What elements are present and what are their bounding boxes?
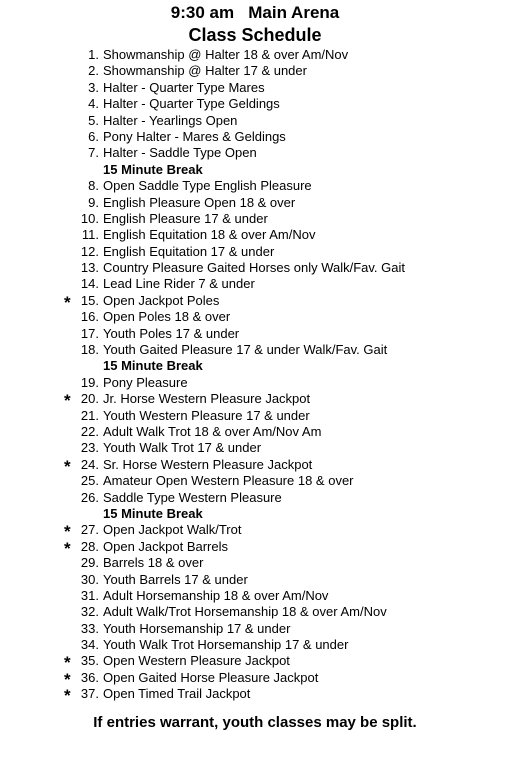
class-title: Open Timed Trail Jackpot (103, 686, 251, 702)
class-schedule-list (0, 47, 510, 706)
class-number: 30. (80, 571, 99, 587)
class-title: Open Gaited Horse Pleasure Jackpot (103, 669, 319, 685)
class-row (0, 342, 510, 358)
class-title: Youth Poles 17 & under (103, 325, 240, 341)
class-title: Open Jackpot Walk/Trot (103, 522, 242, 538)
class-row (0, 522, 510, 542)
class-number: 3. (88, 79, 99, 95)
class-number: 19. (80, 374, 99, 390)
break-row (0, 506, 510, 522)
class-number: 14. (80, 276, 99, 292)
class-row (0, 63, 510, 79)
class-title: English Pleasure 17 & under (103, 210, 268, 226)
time-venue-heading: 9:30 am Main Arena (170, 3, 340, 22)
jackpot-star-icon: * (64, 522, 71, 542)
class-row (0, 490, 510, 506)
class-row (0, 195, 510, 211)
class-title: Open Poles 18 & over (103, 309, 231, 325)
class-title: Open Jackpot Barrels (103, 538, 229, 554)
class-row (0, 408, 510, 424)
class-number: 9. (88, 194, 99, 210)
class-number: 7. (88, 145, 99, 161)
jackpot-star-icon: * (64, 292, 71, 312)
class-title: Youth Horsemanship 17 & under (103, 620, 291, 636)
class-row (0, 326, 510, 342)
class-title: Adult Walk/Trot Horsemanship 18 & over Am/Nov (103, 604, 387, 620)
jackpot-star-icon: * (64, 669, 71, 689)
class-number: 33. (80, 620, 99, 636)
class-number: 31. (80, 587, 99, 603)
class-title: Pony Halter - Mares & Geldings (103, 128, 286, 144)
class-row (0, 178, 510, 194)
class-number: 17. (80, 325, 99, 341)
class-number: 11. (81, 227, 99, 243)
class-number: 27. (80, 522, 99, 538)
break-label: 15 Minute Break (103, 161, 203, 177)
class-row (0, 604, 510, 620)
class-number: 5. (88, 112, 99, 128)
class-row (0, 375, 510, 391)
class-title: Adult Walk Trot 18 & over Am/Nov Am (103, 423, 322, 439)
class-row (0, 637, 510, 653)
class-row (0, 440, 510, 456)
class-title: Halter - Yearlings Open (103, 112, 238, 128)
class-row (0, 211, 510, 227)
class-title: Saddle Type Western Pleasure (103, 489, 282, 505)
class-title: Halter - Quarter Type Geldings (103, 96, 280, 112)
class-title: Showmanship @ Halter 17 & under (103, 63, 307, 79)
class-number: 35. (80, 653, 99, 669)
class-row (0, 260, 510, 276)
class-row (0, 473, 510, 489)
class-title: Amateur Open Western Pleasure 18 & over (103, 473, 354, 489)
class-number: 34. (80, 637, 99, 653)
class-number: 12. (80, 243, 99, 259)
class-title: Open Saddle Type English Pleasure (103, 178, 312, 194)
break-row (0, 162, 510, 178)
class-number: 4. (88, 96, 99, 112)
class-row (0, 80, 510, 96)
class-title: Open Western Pleasure Jackpot (103, 653, 290, 669)
jackpot-star-icon: * (64, 653, 71, 673)
class-number: 29. (80, 555, 99, 571)
break-label: 15 Minute Break (103, 358, 203, 374)
class-title: Pony Pleasure (103, 374, 188, 390)
class-row (0, 572, 510, 588)
class-title: Youth Walk Trot Horsemanship 17 & under (103, 637, 349, 653)
class-row (0, 424, 510, 440)
class-row (0, 292, 510, 312)
class-number: 26. (80, 489, 99, 505)
class-row (0, 653, 510, 673)
jackpot-star-icon: * (64, 538, 71, 558)
class-row (0, 686, 510, 706)
class-row (0, 113, 510, 129)
class-number: 28. (80, 538, 99, 554)
class-title: Youth Barrels 17 & under (103, 571, 248, 587)
class-title: Adult Horsemanship 18 & over Am/Nov (103, 587, 329, 603)
class-title: Sr. Horse Western Pleasure Jackpot (103, 456, 313, 472)
class-title: English Equitation 17 & under (103, 243, 275, 259)
class-title: English Equitation 18 & over Am/Nov (103, 227, 316, 243)
class-number: 8. (88, 178, 99, 194)
class-title: English Pleasure Open 18 & over (103, 194, 296, 210)
class-row (0, 391, 510, 411)
class-number: 32. (80, 604, 99, 620)
class-title: Open Jackpot Poles (103, 292, 220, 308)
footer-note: If entries warrant, youth classes may be split. (93, 714, 417, 731)
class-number: 16. (80, 309, 99, 325)
schedule-title: Class Schedule (188, 25, 322, 45)
class-number: 24. (80, 456, 99, 472)
class-title: Youth Gaited Pleasure 17 & under Walk/Fav. Gait (103, 342, 388, 358)
class-number: 20. (80, 391, 99, 407)
class-number: 25. (80, 473, 99, 489)
class-row (0, 309, 510, 325)
class-row (0, 227, 510, 243)
class-title: Youth Walk Trot 17 & under (103, 440, 262, 456)
class-number: 2. (88, 63, 99, 79)
break-label: 15 Minute Break (103, 505, 203, 521)
class-row (0, 538, 510, 558)
class-row (0, 555, 510, 571)
jackpot-star-icon: * (64, 686, 71, 706)
class-title: Showmanship @ Halter 18 & over Am/Nov (103, 47, 349, 62)
jackpot-star-icon: * (64, 456, 71, 476)
class-title: Halter - Quarter Type Mares (103, 79, 265, 95)
class-number: 1. (88, 47, 99, 62)
class-number: 10. (80, 210, 99, 226)
break-row (0, 358, 510, 374)
jackpot-star-icon: * (64, 391, 71, 411)
class-number: 22. (80, 423, 99, 439)
class-row (0, 276, 510, 292)
class-number: 13. (80, 260, 99, 276)
class-number: 15. (80, 292, 99, 308)
class-number: 18. (80, 342, 99, 358)
class-row (0, 669, 510, 689)
class-number: 23. (80, 440, 99, 456)
class-title: Youth Western Pleasure 17 & under (103, 407, 310, 423)
class-number: 21. (80, 407, 99, 423)
class-number: 6. (88, 128, 99, 144)
class-row (0, 456, 510, 476)
class-title: Barrels 18 & over (103, 555, 204, 571)
class-row (0, 129, 510, 145)
class-row (0, 145, 510, 161)
class-row (0, 244, 510, 260)
class-row (0, 96, 510, 112)
class-title: Country Pleasure Gaited Horses only Walk/Fav. Gait (103, 260, 406, 276)
class-number: 36. (80, 669, 99, 685)
class-row (0, 47, 510, 63)
class-title: Halter - Saddle Type Open (103, 145, 257, 161)
class-row (0, 588, 510, 604)
class-number: 37. (80, 686, 99, 702)
class-title: Jr. Horse Western Pleasure Jackpot (103, 391, 311, 407)
class-row (0, 621, 510, 637)
class-title: Lead Line Rider 7 & under (103, 276, 255, 292)
